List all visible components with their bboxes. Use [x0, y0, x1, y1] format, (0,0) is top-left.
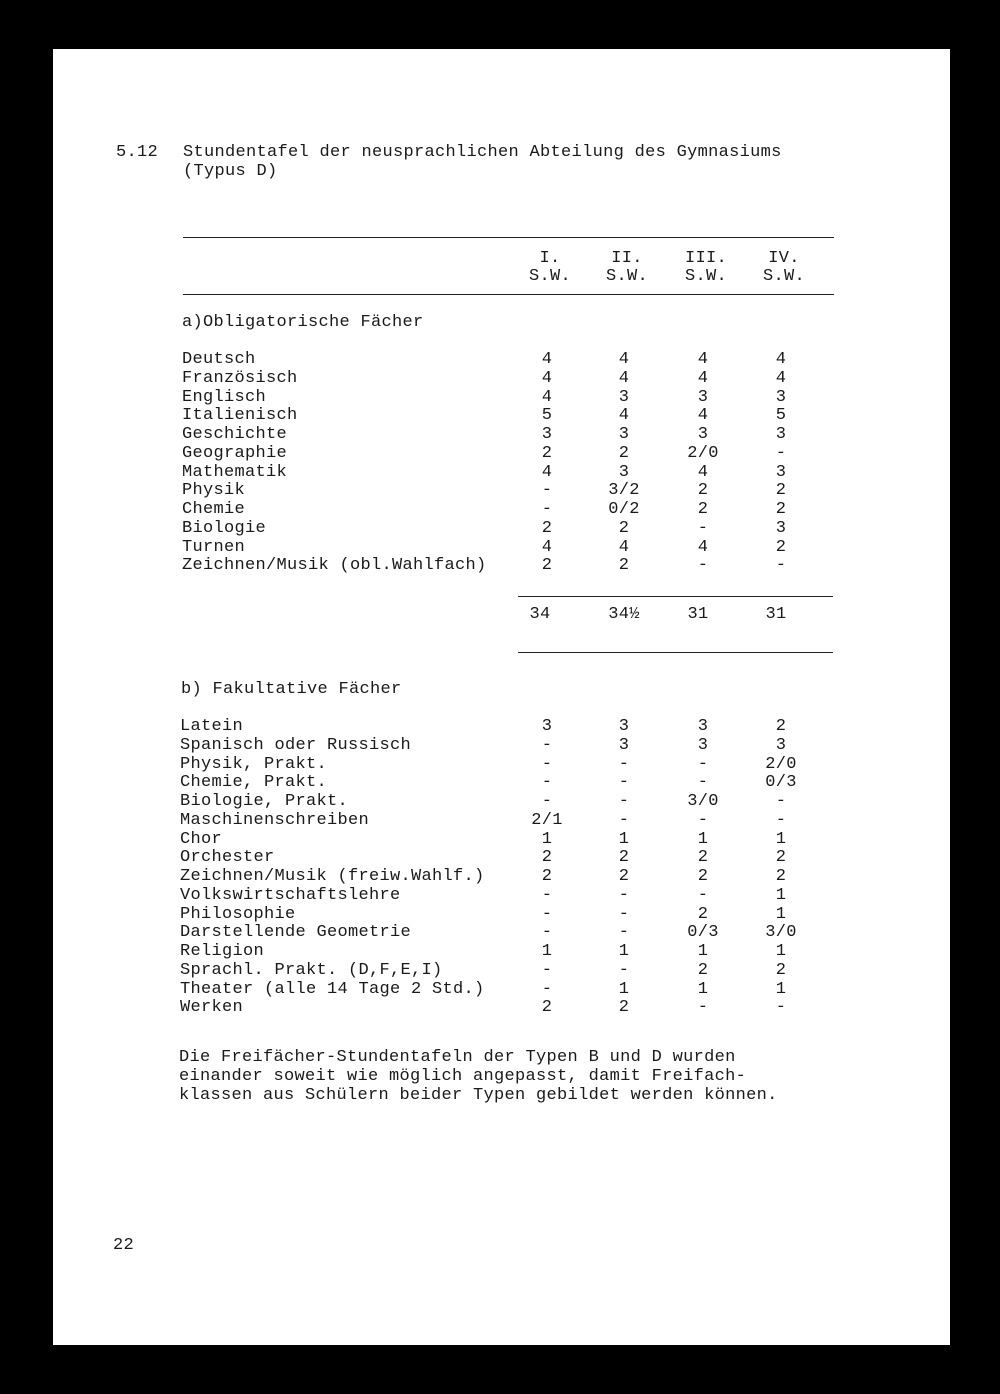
cell-col-4: -	[775, 443, 787, 463]
subject-label: Biologie, Prakt.	[180, 792, 349, 811]
cell-col-1: 4	[541, 350, 553, 369]
cell-col-4: 3	[775, 735, 787, 755]
header-col-2-unit: S.W.	[605, 267, 648, 286]
header-col-1-roman: I.	[539, 249, 561, 268]
cell-col-2: 3/2	[608, 481, 640, 501]
section-title: Stundentafel der neusprachlichen Abteilung des Gymnasiums	[183, 143, 782, 162]
table-row	[0, 849, 1000, 868]
cell-col-3: -	[697, 885, 709, 905]
table-row	[0, 389, 1000, 408]
cell-col-1: 2	[541, 998, 553, 1018]
total-col-4: 31	[765, 605, 787, 624]
note-line-3: klassen aus Schülern beider Typen gebildet werden können.	[179, 1086, 778, 1105]
subject-label: Volkswirtschaftslehre	[180, 885, 401, 905]
cell-col-3: 2	[697, 904, 709, 924]
cell-col-3: 3	[697, 425, 709, 444]
cell-col-1: 4	[541, 462, 553, 482]
cell-col-3: 1	[697, 829, 709, 849]
cell-col-2: -	[618, 960, 630, 980]
cell-col-3: -	[697, 754, 709, 774]
table-row	[0, 756, 1000, 775]
cell-col-1: -	[541, 481, 553, 501]
table-row	[0, 906, 1000, 925]
cell-col-3: -	[697, 518, 709, 538]
cell-col-4: 3/0	[765, 923, 797, 943]
cell-col-4: 4	[775, 350, 787, 369]
cell-col-4: -	[775, 998, 787, 1018]
cell-col-4: -	[775, 810, 787, 830]
totals-top-rule	[518, 596, 833, 597]
cell-col-3: 4	[697, 368, 709, 388]
total-col-1: 34	[529, 605, 551, 624]
cell-col-2: 2	[618, 443, 630, 463]
table-row	[0, 981, 1000, 1000]
cell-col-1: 4	[541, 537, 553, 557]
cell-col-3: -	[697, 773, 709, 793]
subject-label: Physik, Prakt.	[180, 754, 328, 774]
table-row	[0, 520, 1000, 539]
cell-col-4: 1	[775, 979, 787, 999]
table-row	[0, 482, 1000, 501]
cell-col-1: 2	[541, 518, 553, 538]
cell-col-1: -	[541, 792, 553, 811]
subject-label: Philosophie	[180, 904, 296, 924]
page-number: 22	[113, 1236, 135, 1255]
cell-col-1: 1	[541, 829, 553, 849]
header-col-4-unit: S.W.	[762, 267, 805, 286]
table-row	[0, 737, 1000, 756]
facultative-heading: b) Fakultative Fächer	[181, 680, 402, 699]
subject-label: Orchester	[180, 848, 275, 868]
cell-col-3: 1	[697, 942, 709, 961]
subject-label: Englisch	[182, 387, 267, 407]
cell-col-2: 2	[618, 848, 630, 868]
cell-col-2: -	[618, 904, 630, 924]
cell-col-4: 2	[775, 500, 787, 519]
cell-col-3: 0/3	[687, 923, 719, 943]
cell-col-3: 4	[697, 537, 709, 557]
cell-col-2: -	[618, 923, 630, 943]
cell-col-2: 4	[618, 537, 630, 557]
header-col-4-roman: IV.	[768, 249, 800, 268]
totals-row	[0, 606, 1000, 625]
cell-col-4: 3	[775, 462, 787, 482]
subject-label: Werken	[180, 998, 244, 1018]
cell-col-2: -	[618, 754, 630, 774]
cell-col-3: -	[697, 998, 709, 1018]
cell-col-2: -	[618, 885, 630, 905]
cell-col-3: 2	[697, 867, 709, 886]
cell-col-1: 3	[541, 717, 553, 736]
cell-col-4: 1	[775, 885, 787, 905]
subject-label: Geographie	[182, 443, 288, 463]
cell-col-3: 3	[697, 387, 709, 407]
cell-col-4: 5	[775, 406, 787, 426]
header-col-3-roman: III.	[684, 249, 727, 268]
cell-col-1: -	[541, 754, 553, 774]
cell-col-2: 3	[618, 387, 630, 407]
cell-col-4: 0/3	[765, 773, 797, 793]
table-row	[0, 812, 1000, 831]
subject-label: Deutsch	[182, 350, 256, 369]
cell-col-3: 4	[697, 462, 709, 482]
cell-col-3: 4	[697, 406, 709, 426]
cell-col-3: 3	[697, 735, 709, 755]
cell-col-4: -	[775, 556, 787, 576]
cell-col-3: 1	[697, 979, 709, 999]
cell-col-4: 2	[775, 537, 787, 557]
subject-label: Physik	[182, 481, 246, 501]
table-row	[0, 774, 1000, 793]
cell-col-2: 3	[618, 735, 630, 755]
cell-col-2: 2	[618, 518, 630, 538]
subject-label: Zeichnen/Musik (obl.Wahlfach)	[182, 556, 487, 576]
cell-col-2: 0/2	[608, 500, 640, 519]
table-row	[0, 831, 1000, 850]
subject-label: Darstellende Geometrie	[180, 923, 412, 943]
table-row	[0, 718, 1000, 737]
subject-label: Chor	[180, 829, 223, 849]
subject-label: Chemie, Prakt.	[180, 773, 328, 793]
cell-col-2: 2	[618, 556, 630, 576]
table-row	[0, 351, 1000, 370]
subject-label: Französisch	[182, 368, 298, 388]
subject-label: Mathematik	[182, 462, 288, 482]
cell-col-4: 2/0	[765, 754, 797, 774]
table-row	[0, 370, 1000, 389]
cell-col-2: 4	[618, 350, 630, 369]
cell-col-3: -	[697, 810, 709, 830]
table-row	[0, 793, 1000, 812]
header-roman-row	[0, 250, 1000, 269]
cell-col-4: 2	[775, 867, 787, 886]
table-row	[0, 426, 1000, 445]
subject-label: Zeichnen/Musik (freiw.Wahlf.)	[180, 867, 485, 886]
section-subtitle: (Typus D)	[183, 162, 278, 181]
cell-col-1: 1	[541, 942, 553, 961]
cell-col-4: 3	[775, 425, 787, 444]
cell-col-3: 2	[697, 960, 709, 980]
cell-col-4: -	[775, 792, 787, 811]
cell-col-2: 4	[618, 368, 630, 388]
cell-col-4: 2	[775, 717, 787, 736]
obligatory-heading: a)Obligatorische Fächer	[182, 313, 424, 332]
cell-col-3: 3/0	[687, 792, 719, 811]
subject-label: Latein	[180, 717, 244, 736]
cell-col-2: 3	[618, 425, 630, 444]
cell-col-2: 1	[618, 942, 630, 961]
subject-label: Biologie	[182, 518, 267, 538]
table-row	[0, 557, 1000, 576]
cell-col-1: 3	[541, 425, 553, 444]
cell-col-2: 3	[618, 462, 630, 482]
note-line-2: einander soweit wie möglich angepasst, damit Freifach-	[179, 1067, 747, 1086]
cell-col-2: 3	[618, 717, 630, 736]
total-col-2: 34½	[608, 605, 640, 624]
cell-col-3: 2	[697, 848, 709, 868]
cell-col-1: -	[541, 960, 553, 980]
cell-col-2: -	[618, 773, 630, 793]
cell-col-2: 4	[618, 406, 630, 426]
cell-col-2: 1	[618, 829, 630, 849]
table-row	[0, 887, 1000, 906]
cell-col-2: -	[618, 810, 630, 830]
cell-col-1: 2	[541, 867, 553, 886]
note-line-1: Die Freifächer-Stundentafeln der Typen B und D wurden	[179, 1048, 736, 1067]
header-col-1-unit: S.W.	[528, 267, 571, 286]
cell-col-4: 3	[775, 518, 787, 538]
cell-col-3: 3	[697, 717, 709, 736]
cell-col-1: -	[541, 773, 553, 793]
subject-label: Theater (alle 14 Tage 2 Std.)	[180, 979, 485, 999]
subject-label: Turnen	[182, 537, 246, 557]
cell-col-2: 2	[618, 998, 630, 1018]
cell-col-1: 2/1	[531, 810, 563, 830]
cell-col-4: 1	[775, 942, 787, 961]
cell-col-4: 1	[775, 904, 787, 924]
cell-col-4: 2	[775, 481, 787, 501]
cell-col-1: -	[541, 500, 553, 519]
table-row	[0, 943, 1000, 962]
cell-col-2: 1	[618, 979, 630, 999]
table-row	[0, 868, 1000, 887]
table-row	[0, 501, 1000, 520]
cell-col-3: -	[697, 556, 709, 576]
subject-label: Italienisch	[182, 406, 298, 426]
cell-col-1: 2	[541, 443, 553, 463]
header-unit-row	[0, 268, 1000, 287]
table-top-rule	[183, 237, 834, 238]
cell-col-1: 2	[541, 556, 553, 576]
cell-col-4: 2	[775, 848, 787, 868]
table-row	[0, 924, 1000, 943]
cell-col-1: 2	[541, 848, 553, 868]
cell-col-3: 2/0	[687, 443, 719, 463]
header-bottom-rule	[183, 294, 834, 295]
subject-label: Spanisch oder Russisch	[180, 735, 412, 755]
cell-col-3: 2	[697, 500, 709, 519]
cell-col-3: 2	[697, 481, 709, 501]
subject-label: Chemie	[182, 500, 246, 519]
cell-col-1: 4	[541, 368, 553, 388]
table-row	[0, 999, 1000, 1018]
subject-label: Maschinenschreiben	[180, 810, 370, 830]
header-col-3-unit: S.W.	[684, 267, 727, 286]
cell-col-1: 5	[541, 406, 553, 426]
table-row	[0, 445, 1000, 464]
cell-col-1: -	[541, 885, 553, 905]
subject-label: Geschichte	[182, 425, 288, 444]
total-col-3: 31	[687, 605, 709, 624]
subject-label: Religion	[180, 942, 265, 961]
cell-col-4: 2	[775, 960, 787, 980]
section-number: 5.12	[116, 143, 159, 162]
cell-col-4: 3	[775, 387, 787, 407]
table-row	[0, 464, 1000, 483]
cell-col-4: 4	[775, 368, 787, 388]
cell-col-1: -	[541, 923, 553, 943]
table-row	[0, 539, 1000, 558]
table-row	[0, 407, 1000, 426]
cell-col-1: -	[541, 904, 553, 924]
cell-col-1: -	[541, 735, 553, 755]
subject-label: Sprachl. Prakt. (D,F,E,I)	[180, 960, 443, 980]
table-row	[0, 962, 1000, 981]
cell-col-1: -	[541, 979, 553, 999]
totals-bottom-rule	[518, 652, 833, 653]
header-col-2-roman: II.	[611, 249, 643, 268]
cell-col-1: 4	[541, 387, 553, 407]
cell-col-2: 2	[618, 867, 630, 886]
cell-col-2: -	[618, 792, 630, 811]
cell-col-4: 1	[775, 829, 787, 849]
cell-col-3: 4	[697, 350, 709, 369]
